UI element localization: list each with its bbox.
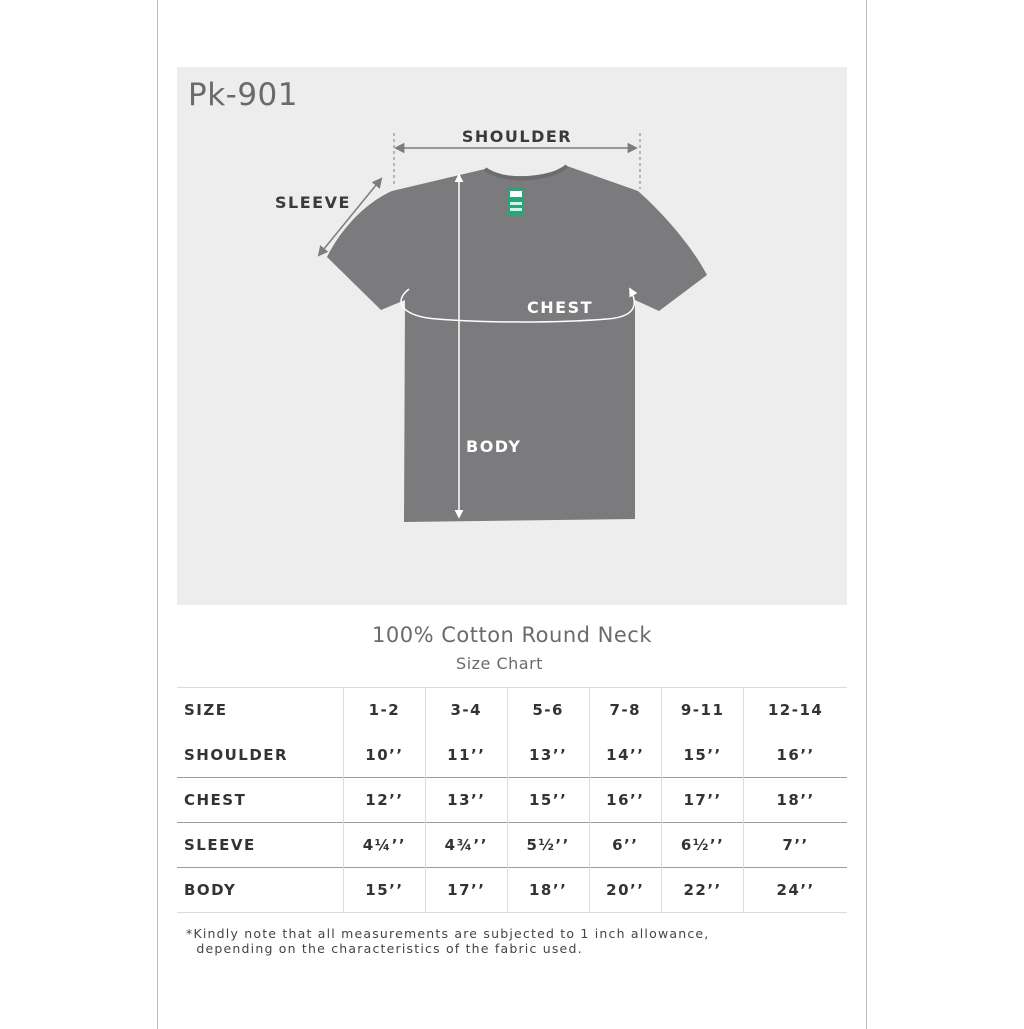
- product-diagram-panel: [177, 67, 847, 605]
- value-cell: 15’’: [507, 778, 589, 823]
- size-chart-subtitle: Size Chart: [456, 654, 543, 673]
- value-cell: 4¾’’: [425, 823, 507, 868]
- chest-label: CHEST: [527, 298, 593, 317]
- table-row-chest: [177, 778, 847, 823]
- value-cell: 12’’: [344, 778, 426, 823]
- body-label: BODY: [466, 437, 522, 456]
- size-cell: 3-4: [425, 688, 507, 733]
- value-cell: 16’’: [744, 733, 847, 778]
- size-table: [177, 687, 847, 913]
- table-row-body: [177, 868, 847, 913]
- table-row-sleeve: [177, 823, 847, 868]
- product-title: 100% Cotton Round Neck: [372, 623, 652, 647]
- value-cell: 22’’: [662, 868, 744, 913]
- sleeve-label: SLEEVE: [275, 193, 351, 212]
- model-code: Pk-901: [188, 77, 299, 113]
- value-cell: 5½’’: [507, 823, 589, 868]
- size-cell: 12-14: [744, 688, 847, 733]
- table-row-shoulder: [177, 733, 847, 778]
- value-cell: 7’’: [744, 823, 847, 868]
- size-cell: 9-11: [662, 688, 744, 733]
- value-cell: 15’’: [662, 733, 744, 778]
- row-label: BODY: [184, 881, 237, 899]
- value-cell: 13’’: [425, 778, 507, 823]
- value-cell: 15’’: [344, 868, 426, 913]
- value-cell: 14’’: [589, 733, 661, 778]
- row-label: SLEEVE: [184, 836, 256, 854]
- size-cell: 5-6: [507, 688, 589, 733]
- value-cell: 6½’’: [662, 823, 744, 868]
- value-cell: 13’’: [507, 733, 589, 778]
- value-cell: 18’’: [744, 778, 847, 823]
- table-row-size: [177, 688, 847, 733]
- value-cell: 24’’: [744, 868, 847, 913]
- tshirt-shape: [327, 166, 707, 522]
- value-cell: 11’’: [425, 733, 507, 778]
- allowance-note: [186, 926, 710, 956]
- value-cell: 20’’: [589, 868, 661, 913]
- row-label: SIZE: [184, 701, 228, 720]
- value-cell: 16’’: [589, 778, 661, 823]
- row-label: SHOULDER: [184, 745, 289, 764]
- shoulder-label: SHOULDER: [461, 127, 573, 146]
- size-cell: 7-8: [589, 688, 661, 733]
- value-cell: 18’’: [507, 868, 589, 913]
- value-cell: 17’’: [662, 778, 744, 823]
- note-line: *Kindly note that all measurements are subjected to 1 inch allowance,: [186, 926, 710, 941]
- tshirt-diagram: [177, 67, 847, 605]
- value-cell: 6’’: [589, 823, 661, 868]
- row-label: CHEST: [184, 791, 247, 809]
- size-cell: 1-2: [344, 688, 426, 733]
- value-cell: 4¼’’: [344, 823, 426, 868]
- note-line: depending on the characteristics of the fabric used.: [186, 941, 583, 956]
- value-cell: 10’’: [344, 733, 426, 778]
- value-cell: 17’’: [425, 868, 507, 913]
